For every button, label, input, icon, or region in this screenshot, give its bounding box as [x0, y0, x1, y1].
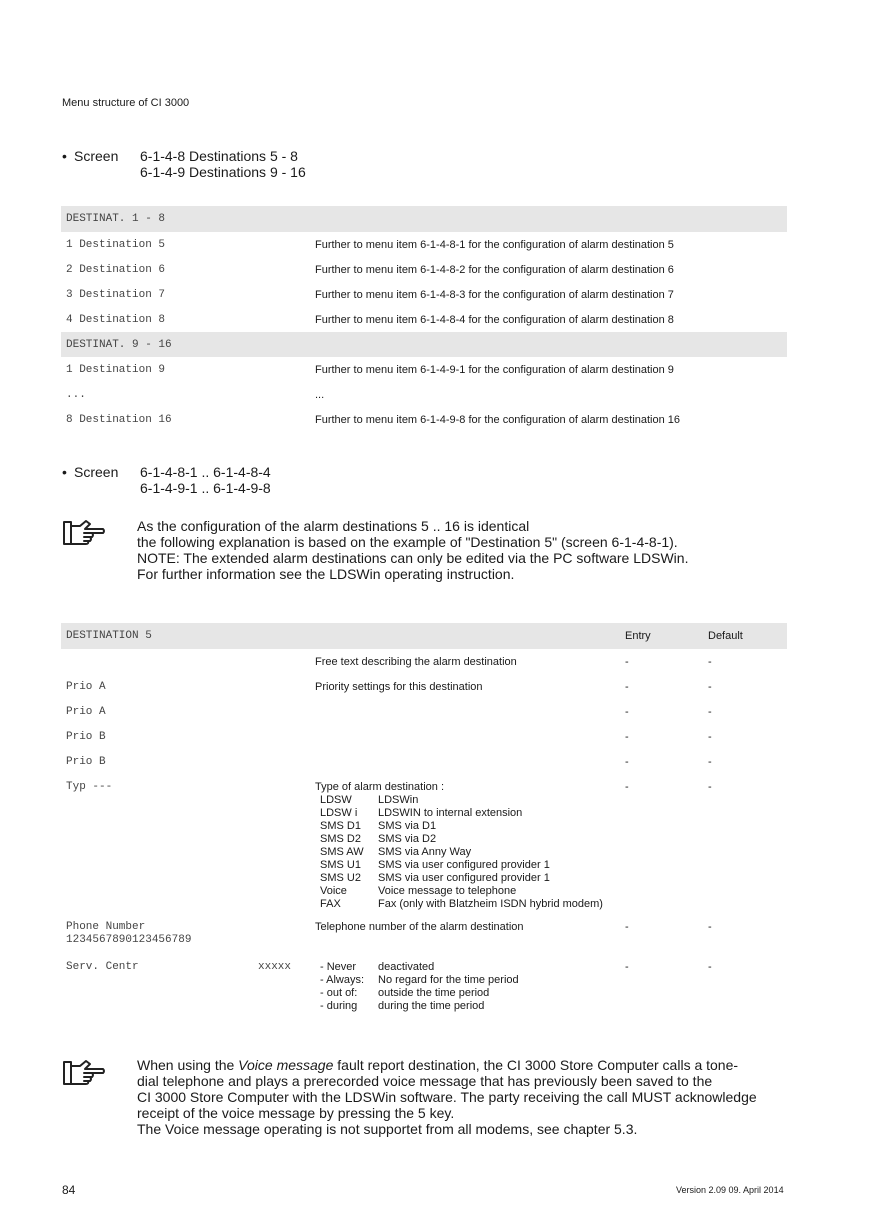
option-value: SMS via D2	[378, 833, 437, 845]
option-key: LDSW	[320, 794, 352, 806]
entry-value: -	[625, 680, 629, 693]
list-item	[315, 820, 603, 833]
note-line: For further information see the LDSWin operating instruction.	[137, 566, 515, 582]
table-row-typ	[61, 774, 787, 918]
screen-id-line: 6-1-4-9 Destinations 9 - 16	[140, 164, 306, 180]
option-value: LDSWin	[378, 794, 419, 806]
option-value: during the time period	[378, 1000, 485, 1012]
note-text-run: fault report destination, the CI 3000 Store Computer calls a tone-	[333, 1057, 739, 1073]
menu-item: 1 Destination 9	[66, 363, 166, 376]
entry-value: -	[625, 655, 629, 668]
list-item	[315, 961, 519, 974]
menu-item: Prio B	[66, 730, 106, 743]
version-info: Version 2.09 09. April 2014	[676, 1185, 784, 1195]
destinations-menu-table	[61, 206, 787, 432]
screen-label: Screen	[74, 148, 119, 164]
entry-value: -	[625, 781, 629, 793]
option-value: SMS via Anny Way	[378, 846, 472, 858]
phone-number-value: 1234567890123456789	[66, 934, 192, 946]
default-value: -	[708, 961, 712, 973]
page-number: 84	[62, 1183, 76, 1197]
list-item	[315, 846, 603, 859]
list-item	[315, 833, 603, 846]
menu-item-desc: Further to menu item 6-1-4-9-8 for the configuration of alarm destination 16	[315, 413, 681, 426]
column-header-default: Default	[703, 623, 787, 649]
menu-item: Prio A	[66, 680, 106, 693]
default-value: -	[708, 655, 712, 668]
menu-item: Phone Number	[66, 921, 146, 933]
screen-bullet-2	[62, 464, 462, 498]
note-line: NOTE: The extended alarm destinations can only be edited via the PC software LDSWin.	[137, 550, 689, 566]
menu-item	[61, 649, 310, 674]
option-key: - Never	[320, 961, 357, 973]
menu-group-header	[61, 206, 787, 232]
note-text-run: When using the	[137, 1057, 239, 1073]
default-value: -	[708, 705, 712, 718]
menu-item: Typ ---	[66, 781, 113, 793]
menu-item-desc: Telephone number of the alarm destination	[315, 921, 524, 933]
note-line: The Voice message operating is not supportet from all modems, see chapter 5.3.	[137, 1121, 638, 1137]
table-row-serv	[61, 958, 787, 1018]
menu-item-desc	[310, 699, 620, 724]
list-item	[315, 898, 603, 911]
screen-title: DESTINATION 5	[61, 623, 620, 649]
table-row	[61, 382, 787, 407]
pointing-hand-icon	[62, 1058, 106, 1088]
option-value: LDSWIN to internal extension	[378, 807, 523, 819]
note-text-2	[137, 1057, 862, 1137]
entry-value: -	[625, 961, 629, 973]
table-row	[61, 674, 787, 699]
menu-item-desc: ...	[315, 388, 325, 401]
note-line: As the configuration of the alarm destinations 5 .. 16 is identical	[137, 518, 530, 534]
screen-id-line: 6-1-4-9-1 .. 6-1-4-9-8	[140, 480, 271, 496]
option-value: SMS via D1	[378, 820, 437, 832]
option-value: Fax (only with Blatzheim ISDN hybrid modem)	[378, 898, 603, 910]
menu-item-desc	[310, 724, 620, 749]
option-key: - Always:	[320, 974, 365, 986]
menu-item: Serv. Centr	[66, 961, 139, 973]
type-options-list	[315, 794, 603, 911]
list-item	[315, 885, 603, 898]
default-value: -	[708, 680, 712, 693]
table-row	[61, 282, 787, 307]
menu-item: Prio B	[66, 755, 106, 768]
option-value: SMS via user configured provider 1	[378, 872, 550, 884]
list-item	[315, 987, 519, 1000]
option-key: SMS D1	[320, 820, 361, 832]
menu-group-title: DESTINAT. 9 - 16	[61, 332, 787, 357]
menu-item: 2 Destination 6	[66, 263, 166, 276]
screen-id-line: 6-1-4-8-1 .. 6-1-4-8-4	[140, 464, 271, 480]
option-key: Voice	[320, 885, 347, 897]
menu-group-header	[61, 332, 787, 357]
menu-item: 3 Destination 7	[66, 288, 166, 301]
serv-centr-cell	[61, 958, 310, 1018]
option-key: SMS D2	[320, 833, 361, 845]
default-value: -	[708, 730, 712, 743]
table-row	[61, 407, 787, 432]
serv-centr-value: xxxxx	[258, 961, 292, 973]
list-item	[315, 794, 603, 807]
entry-value: -	[625, 921, 629, 933]
menu-item: Prio A	[66, 705, 106, 718]
entry-value: -	[625, 730, 629, 743]
option-key: SMS U2	[320, 872, 361, 884]
running-header: Menu structure of CI 3000	[62, 97, 190, 109]
default-value: -	[708, 755, 712, 768]
type-heading: Type of alarm destination :	[315, 781, 445, 793]
phone-number-cell	[61, 918, 310, 958]
menu-item: 1 Destination 5	[66, 238, 166, 251]
table-row	[61, 724, 787, 749]
option-value: deactivated	[378, 961, 435, 973]
default-value: -	[708, 921, 712, 933]
menu-item-desc: Further to menu item 6-1-4-9-1 for the configuration of alarm destination 9	[315, 363, 674, 376]
menu-item-desc	[310, 749, 620, 774]
table-row	[61, 357, 787, 382]
table-row	[61, 232, 787, 257]
menu-item-desc: Further to menu item 6-1-4-8-3 for the configuration of alarm destination 7	[315, 288, 674, 301]
menu-item: 8 Destination 16	[66, 413, 172, 426]
screen-bullet-1	[62, 148, 462, 182]
option-key: LDSW i	[320, 807, 358, 819]
list-item	[315, 974, 519, 987]
note-text-1	[137, 518, 837, 582]
note-emphasis: Voice message	[238, 1057, 334, 1073]
menu-item-desc: Priority settings for this destination	[315, 680, 483, 693]
note-line: CI 3000 Store Computer with the LDSWin software. The party receiving the call MUST acknowledge	[137, 1089, 757, 1105]
table-row	[61, 749, 787, 774]
serv-options-list	[315, 961, 519, 1013]
menu-item-desc: Further to menu item 6-1-4-8-2 for the configuration of alarm destination 6	[315, 263, 674, 276]
list-item	[315, 1000, 519, 1013]
bullet-dot: •	[62, 148, 67, 164]
menu-item: ...	[66, 388, 86, 401]
option-value: outside the time period	[378, 987, 490, 999]
bullet-dot: •	[62, 464, 67, 480]
option-key: - during	[320, 1000, 358, 1012]
note-line: dial telephone and plays a prerecorded voice message that has previously been saved to the	[137, 1073, 713, 1089]
table-row	[61, 257, 787, 282]
column-header-entry: Entry	[620, 623, 703, 649]
table-row	[61, 699, 787, 724]
option-value: SMS via user configured provider 1	[378, 859, 550, 871]
pointing-hand-icon	[62, 518, 106, 548]
menu-item-desc: Further to menu item 6-1-4-8-4 for the configuration of alarm destination 8	[315, 313, 674, 326]
serv-options-cell	[310, 958, 620, 1018]
menu-group-title: DESTINAT. 1 - 8	[61, 206, 787, 232]
default-value: -	[708, 781, 712, 793]
table-row	[61, 649, 787, 674]
option-value: No regard for the time period	[378, 974, 519, 986]
destination-5-table	[61, 623, 787, 1018]
list-item	[315, 872, 603, 885]
table-row	[61, 307, 787, 332]
menu-item: 4 Destination 8	[66, 313, 166, 326]
table-header-row	[61, 623, 787, 649]
table-row-phone	[61, 918, 787, 958]
option-key: SMS AW	[320, 846, 364, 858]
list-item	[315, 807, 603, 820]
entry-value: -	[625, 755, 629, 768]
entry-value: -	[625, 705, 629, 718]
note-line	[137, 1057, 862, 1073]
menu-item-desc: Free text describing the alarm destination	[315, 655, 517, 668]
option-key: SMS U1	[320, 859, 361, 871]
menu-item-desc: Further to menu item 6-1-4-8-1 for the configuration of alarm destination 5	[315, 238, 674, 251]
note-line: the following explanation is based on the example of "Destination 5" (screen 6-1-4-8-1).	[137, 534, 678, 550]
screen-id-line: 6-1-4-8 Destinations 5 - 8	[140, 148, 298, 164]
option-value: Voice message to telephone	[378, 885, 517, 897]
screen-label: Screen	[74, 464, 119, 480]
option-key: - out of:	[320, 987, 358, 999]
list-item	[315, 859, 603, 872]
option-key: FAX	[320, 898, 341, 910]
type-options-cell	[310, 774, 620, 918]
note-line: receipt of the voice message by pressing the 5 key.	[137, 1105, 455, 1121]
